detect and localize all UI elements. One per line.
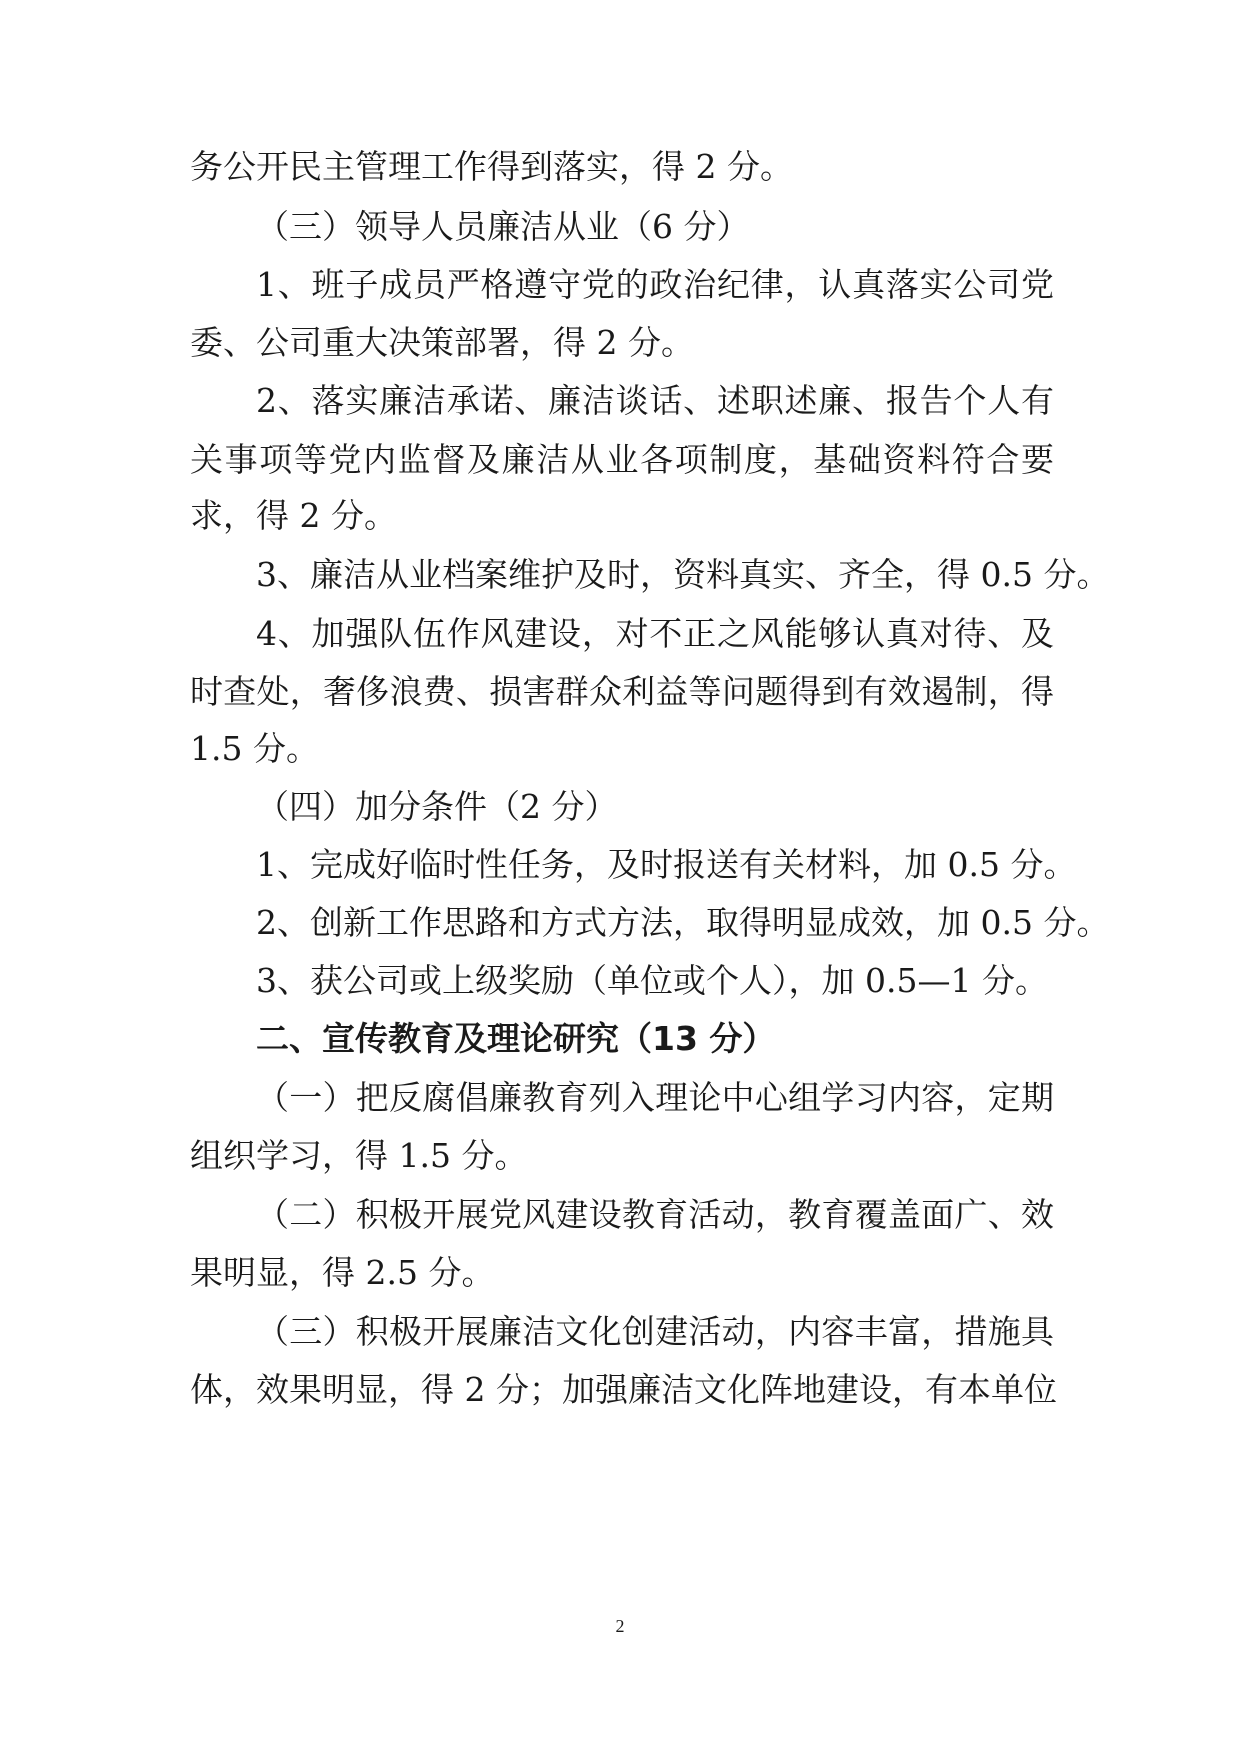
text-line: 果明显，得 2.5 分。: [190, 1253, 495, 1292]
page-number: 2: [615, 1616, 625, 1636]
text-line: （三）积极开展廉洁文化创建活动，内容丰富，措施具: [256, 1312, 1054, 1351]
text-line: 组织学习，得 1.5 分。: [190, 1136, 528, 1175]
section-heading: （三）领导人员廉洁从业（6 分）: [256, 207, 750, 246]
text-line: 时查处，奢侈浪费、损害群众利益等问题得到有效遏制，得: [190, 672, 1054, 711]
section-heading: （四）加分条件（2 分）: [256, 787, 618, 826]
text-line: 求，得 2 分。: [190, 496, 397, 535]
chapter-heading: 二、宣传教育及理论研究（13 分）: [256, 1019, 776, 1058]
text-line: 3、廉洁从业档案维护及时，资料真实、齐全，得 0.5 分。: [256, 555, 1110, 594]
text-line: 3、获公司或上级奖励（单位或个人），加 0.5—1 分。: [256, 961, 1048, 1000]
text-line: 1、班子成员严格遵守党的政治纪律，认真落实公司党: [256, 265, 1054, 304]
text-line: 关事项等党内监督及廉洁从业各项制度，基础资料符合要: [190, 440, 1054, 479]
text-line: 1.5 分。: [190, 729, 319, 768]
text-line: 委、公司重大决策部署，得 2 分。: [190, 323, 694, 362]
text-line: 4、加强队伍作风建设，对不正之风能够认真对待、及: [256, 614, 1054, 653]
text-line: 务公开民主管理工作得到落实，得 2 分。: [190, 147, 793, 186]
text-line: （一）把反腐倡廉教育列入理论中心组学习内容，定期: [256, 1078, 1054, 1117]
text-line: 体，效果明显，得 2 分；加强廉洁文化阵地建设，有本单位: [190, 1370, 1057, 1409]
text-line: （二）积极开展党风建设教育活动，教育覆盖面广、效: [256, 1195, 1054, 1234]
text-line: 2、落实廉洁承诺、廉洁谈话、述职述廉、报告个人有: [256, 381, 1054, 420]
text-line: 2、创新工作思路和方式方法，取得明显成效，加 0.5 分。: [256, 903, 1110, 942]
text-line: 1、完成好临时性任务，及时报送有关材料，加 0.5 分。: [256, 845, 1077, 884]
